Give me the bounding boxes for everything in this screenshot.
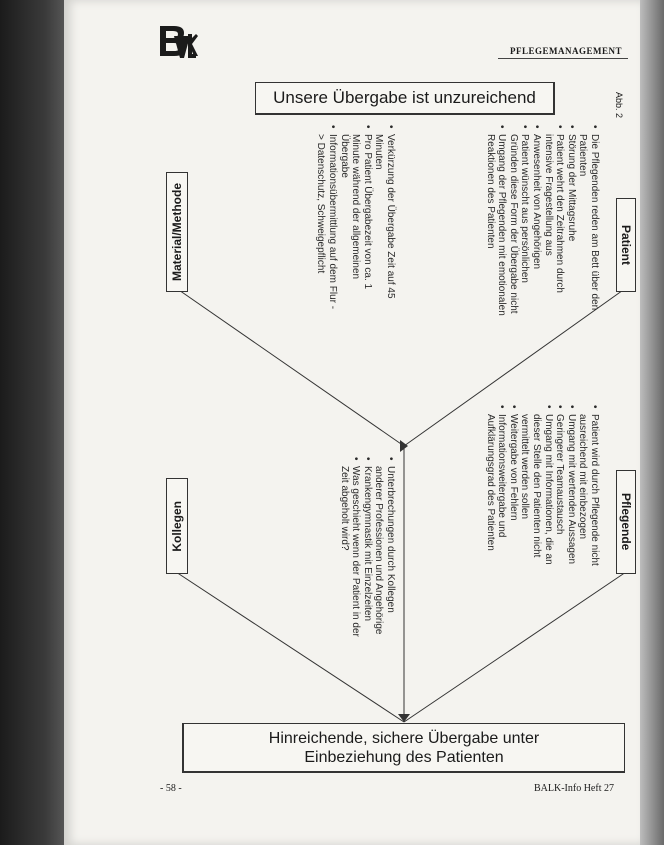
category-label-pflegende: Pflegende (619, 493, 633, 551)
category-label-patient: Patient (619, 224, 633, 265)
category-label-kollegen: Kollegen (170, 500, 184, 552)
list-item: • Störung der Mittagsruhe (565, 134, 577, 324)
list-item: • Pro Patient Übergabezeit von ca. 1 Minute während der allgemeinen Übergabe (338, 134, 373, 314)
list-item: • Verkürzung der Übergabe Zeit auf 45 Minuten (373, 134, 396, 314)
list-item: • Patient wünscht aus persönlichen Gründen diese Form der Übergabe nicht (507, 134, 530, 324)
publication-name: BALK-Info Heft 27 (534, 783, 614, 794)
problem-title-box (255, 82, 555, 115)
material-causes-list (315, 124, 396, 314)
page-number: - 58 - (160, 783, 182, 794)
section-header: PFLEGEMANAGEMENT (510, 46, 623, 56)
category-box-material (166, 172, 188, 292)
kollegen-causes-list (338, 456, 396, 646)
list-item: • Was geschieht wenn der Patient in der Zeit abgeholt wird? (338, 466, 361, 646)
list-item: • Anwesenheit von Angehörigen (530, 134, 542, 324)
list-item: • Patient wehrt den Zeitrahmen durch intensive Fragestellung aus (542, 134, 565, 324)
list-item: • Weitergabe von Fehlern (507, 414, 519, 576)
figure-label: Abb. 2 (614, 92, 624, 119)
list-item: • Informationsübermittlung auf dem Flur -> Datenschutz, Schweigepflicht (315, 134, 338, 314)
list-item: • Unterbrechungen durch Kollegen anderer Professionen und Angehörige (373, 466, 396, 646)
list-item: • Umgang mit Informationen, die an dieser Stelle den Patienten nicht vermittelt werden sollen (519, 414, 554, 576)
category-box-patient (616, 198, 636, 292)
goal-line-1: Hinreichende, sichere Übergabe unter (268, 729, 540, 747)
category-label-material: Material/Methode (170, 182, 184, 281)
category-box-pflegende (616, 470, 636, 574)
list-item: • Umgang mit wertenden Aussagen (565, 414, 577, 576)
problem-title: Unsere Übergabe ist unzureichend (273, 88, 536, 107)
arrowhead-result (398, 714, 410, 722)
list-item: • Krankengymnastik mit Einzelzeiten (361, 466, 373, 646)
list-item: • Geringerer Teamaustausch (554, 414, 566, 576)
line-pflegende-to-result (404, 572, 626, 722)
goal-line-2: Einbeziehung des Patienten (304, 748, 504, 766)
pflegende-causes-list (484, 404, 600, 576)
list-item: • Die Pflegenden reden am Bett über den Patienten (577, 134, 600, 324)
patient-causes-list (484, 124, 600, 324)
category-box-kollegen (166, 478, 188, 574)
list-item: • Informationsweitergabe und Aufklärungsgrad des Patienten (484, 414, 507, 576)
goal-result-box (182, 723, 625, 773)
list-item: • Umgang der Pflegenden mit emotionalen Reaktionen des Patienten (484, 134, 507, 324)
list-item: • Patient wird durch Pflegende nicht ausreichend mit einbezogen (577, 414, 600, 576)
